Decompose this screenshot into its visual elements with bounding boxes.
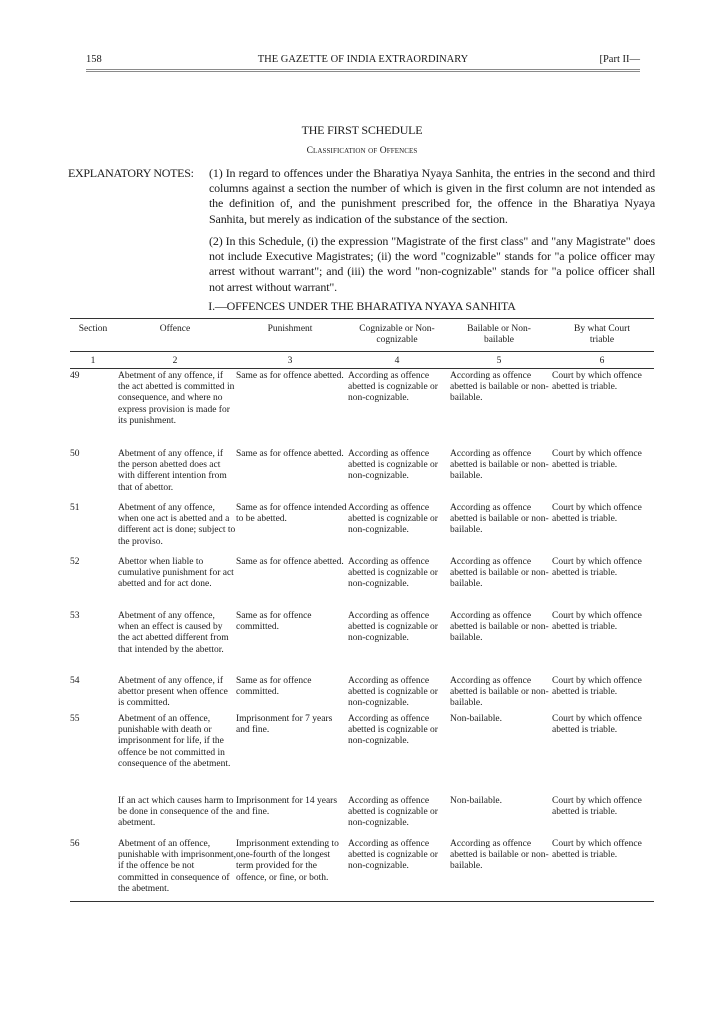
section-number: 56: [70, 839, 80, 849]
section-number: 55: [70, 714, 80, 724]
bailable-text: According as offence abetted is bailable or non-bailable.: [450, 449, 549, 482]
punishment-text: Same as for offence committed.: [236, 611, 312, 633]
punishment-text: Imprisonment for 7 years and fine.: [236, 714, 333, 736]
offence-text: Abetment of any offence, if the act abetted is committed in consequence, and where no express provision is made for its punishment.: [118, 371, 235, 426]
column-number: 4: [394, 356, 400, 366]
offence-text: Abetment of any offence, if abettor present when offence is committed.: [118, 676, 228, 709]
cognizable-text: According as offence abetted is cognizable or non-cognizable.: [348, 611, 438, 644]
bailable-text: Non-bailable.: [450, 796, 502, 806]
header-section: Section: [78, 324, 108, 334]
court-text: Court by which offence abetted is triable.: [552, 796, 642, 818]
column-number: 1: [90, 356, 96, 366]
offence-text: Abetment of any offence, when an effect is caused by the act abetted different from that intended by the abettor.: [118, 611, 229, 655]
section-number: 49: [70, 371, 80, 381]
page-header: [86, 54, 640, 70]
bailable-text: According as offence abetted is bailable or non-bailable.: [450, 371, 549, 404]
offence-text: Abetment of an offence, punishable with death or imprisonment for life, if the offence be not committed in consequence of the abetment.: [118, 714, 231, 769]
explanatory-note-2: (2) In this Schedule, (i) the expression "Magistrate of the first class" and "any Magistrate" does not include Executive Magistrates; (ii) the word "cognizable" stands for "a police officer may arrest without warrant"; and (iii) the word "non-cognizable" stands for "a police officer shall not arrest without warrant".: [209, 234, 655, 294]
bailable-text: According as offence abetted is bailable or non-bailable.: [450, 611, 549, 644]
offence-text: Abettor when liable to cumulative punishment for act abetted and for act done.: [118, 557, 234, 590]
column-number: 6: [599, 356, 605, 366]
table-rule-header: [70, 351, 654, 352]
explanatory-notes-label: EXPLANATORY NOTES:: [68, 166, 194, 180]
schedule-subtitle: Classification of Offences: [306, 146, 418, 156]
punishment-text: Imprisonment for 14 years and fine.: [236, 796, 338, 818]
cognizable-text: According as offence abetted is cognizable or non-cognizable.: [348, 371, 438, 404]
court-text: Court by which offence abetted is triable.: [552, 449, 642, 471]
bailable-text: According as offence abetted is bailable or non-bailable.: [450, 557, 549, 590]
offence-text: Abetment of an offence, punishable with imprisonment, if the offence be not committed in consequence of the abetment.: [118, 839, 236, 894]
section-number: 54: [70, 676, 80, 686]
header-punishment: Punishment: [267, 324, 313, 334]
court-text: Court by which offence abetted is triable.: [552, 557, 642, 579]
court-text: Court by which offence abetted is triable.: [552, 503, 642, 525]
gazette-title: THE GAZETTE OF INDIA EXTRAORDINARY: [257, 54, 469, 65]
court-text: Court by which offence abetted is triable.: [552, 371, 642, 393]
court-text: Court by which offence abetted is triable.: [552, 714, 642, 736]
cognizable-text: According as offence abetted is cognizable or non-cognizable.: [348, 714, 438, 747]
section-number: 53: [70, 611, 80, 621]
cognizable-text: According as offence abetted is cognizable or non-cognizable.: [348, 796, 438, 829]
punishment-text: Imprisonment extending to one-fourth of the longest term provided for the offence, or fine, or both.: [236, 839, 339, 883]
schedule-title: THE FIRST SCHEDULE: [301, 123, 423, 137]
bailable-text: Non-bailable.: [450, 714, 502, 724]
punishment-text: Same as for offence abetted.: [236, 371, 344, 381]
punishment-text: Same as for offence abetted.: [236, 557, 344, 567]
section-title: I.—OFFENCES UNDER THE BHARATIYA NYAYA SANHITA: [208, 299, 516, 313]
offence-text: Abetment of any offence, if the person abetted does act with different intention from that of abettor.: [118, 449, 227, 493]
header-cognizable: Cognizable or Non- cognizable: [359, 324, 435, 346]
bailable-text: According as offence abetted is bailable or non-bailable.: [450, 676, 549, 709]
cognizable-text: According as offence abetted is cognizable or non-cognizable.: [348, 449, 438, 482]
cognizable-text: According as offence abetted is cognizable or non-cognizable.: [348, 503, 438, 536]
court-text: Court by which offence abetted is triable.: [552, 839, 642, 861]
header-offence: Offence: [159, 324, 191, 334]
column-number: 2: [172, 356, 178, 366]
court-text: Court by which offence abetted is triable.: [552, 611, 642, 633]
cognizable-text: According as offence abetted is cognizable or non-cognizable.: [348, 557, 438, 590]
header-bailable: Bailable or Non- bailable: [467, 324, 531, 346]
section-number: 52: [70, 557, 80, 567]
offence-text: If an act which causes harm to be done in consequence of the abetment.: [118, 796, 234, 829]
explanatory-note-1: (1) In regard to offences under the Bharatiya Nyaya Sanhita, the entries in the second and third columns against a section the number of which is given in the first column are not intended as the definition of, and the punishment prescribed for, the offence in the Bharatiya Nyaya Sanhita, but merely as indication of the substance of the section.: [209, 166, 655, 226]
table-rule-top: [70, 318, 654, 319]
header-rule: [86, 69, 640, 72]
section-number: 51: [70, 503, 80, 513]
court-text: Court by which offence abetted is triable.: [552, 676, 642, 698]
bailable-text: According as offence abetted is bailable or non-bailable.: [450, 503, 549, 536]
punishment-text: Same as for offence intended to be abetted.: [236, 503, 347, 525]
offence-text: Abetment of any offence, when one act is abetted and a different act is done; subject to the proviso.: [118, 503, 236, 547]
header-court: By what Court triable: [574, 324, 630, 346]
table-rule-bottom: [70, 901, 654, 902]
part-label: [Part II—: [599, 54, 640, 65]
page-number: 158: [86, 54, 102, 65]
punishment-text: Same as for offence abetted.: [236, 449, 344, 459]
punishment-text: Same as for offence committed.: [236, 676, 312, 698]
cognizable-text: According as offence abetted is cognizable or non-cognizable.: [348, 676, 438, 709]
bailable-text: According as offence abetted is bailable or non-bailable.: [450, 839, 549, 872]
column-number: 5: [496, 356, 502, 366]
table-rule-colnums: [70, 368, 654, 369]
column-number: 3: [287, 356, 293, 366]
cognizable-text: According as offence abetted is cognizable or non-cognizable.: [348, 839, 438, 872]
section-number: 50: [70, 449, 80, 459]
